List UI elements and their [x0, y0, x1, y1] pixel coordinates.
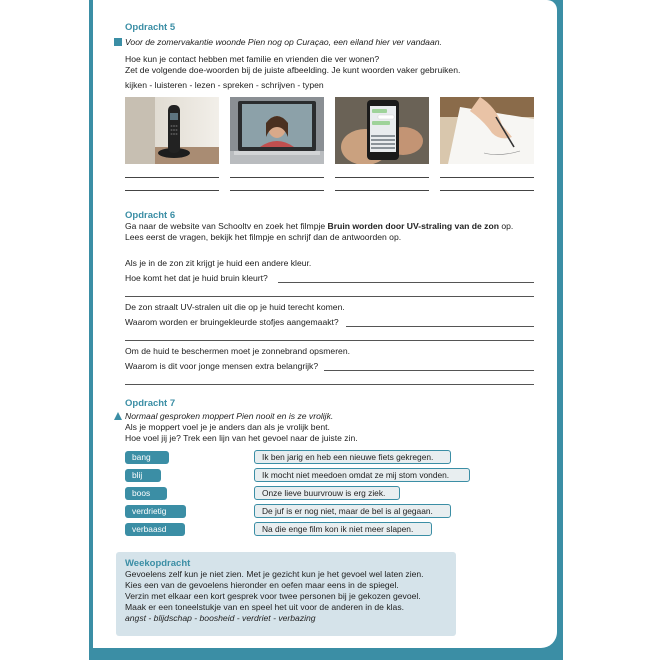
question-statement: Als je in de zon zit krijgt je huid een andere kleur.	[125, 258, 312, 268]
opdracht5-title: Opdracht 5	[125, 22, 176, 33]
answer-line[interactable]	[278, 282, 534, 283]
opdracht5-question-1: Hoe kun je contact hebben met familie en vrienden die ver wonen?	[125, 54, 380, 64]
sentence-3[interactable]: Onze lieve buurvrouw is erg ziek.	[254, 486, 400, 500]
opdracht7-line-1: Als je moppert voel je je anders dan als je vrolijk bent.	[125, 422, 330, 432]
writing-hand-image	[440, 97, 534, 164]
answer-line[interactable]	[125, 190, 219, 191]
sentence-2[interactable]: Ik mocht niet meedoen omdat ze mij stom vonden.	[254, 468, 470, 482]
answer-line[interactable]	[440, 190, 534, 191]
answer-line[interactable]	[230, 190, 324, 191]
triangle-level-icon	[114, 412, 122, 420]
square-level-icon	[114, 38, 122, 46]
video-title: Bruin worden door UV-straling van de zon	[327, 221, 499, 231]
opdracht5-intro: Voor de zomervakantie woonde Pien nog op Curaçao, een eiland hier ver vandaan.	[125, 37, 442, 47]
opdracht6-instruction-1: Ga naar de website van Schooltv en zoek het filmpje Bruin worden door UV-straling van de zon op.	[125, 221, 514, 231]
question-text: Hoe komt het dat je huid bruin kleurt?	[125, 273, 268, 283]
opdracht7-intro: Normaal gesproken moppert Pien nooit en is ze vrolijk.	[125, 411, 334, 421]
weekopdracht-feelings: angst - blijdschap - boosheid - verdriet - verbazing	[125, 613, 316, 623]
answer-line[interactable]	[335, 177, 429, 178]
question-statement: De zon straalt UV-stralen uit die op je huid terecht komen.	[125, 302, 345, 312]
answer-line[interactable]	[335, 190, 429, 191]
question-text: Waarom worden er bruingekleurde stofjes aangemaakt?	[125, 317, 339, 327]
cordless-phone-image	[125, 97, 219, 164]
answer-line[interactable]	[324, 370, 534, 371]
opdracht5-question-2: Zet de volgende doe-woorden bij de juiste afbeelding. Je kunt woorden vaker gebruiken.	[125, 65, 461, 75]
sentence-1[interactable]: Ik ben jarig en heb een nieuwe fiets gekregen.	[254, 450, 451, 464]
answer-line[interactable]	[440, 177, 534, 178]
answer-line[interactable]	[125, 296, 534, 297]
weekopdracht-line-4: Maak er een toneelstukje van en speel het uit voor de anderen in de klas.	[125, 602, 404, 612]
opdracht6-instruction-2: Lees eerst de vragen, bekijk het filmpje en schrijf dan de antwoorden op.	[125, 232, 402, 242]
feeling-bang[interactable]: bang	[125, 451, 169, 464]
answer-line[interactable]	[125, 384, 534, 385]
weekopdracht-line-1: Gevoelens zelf kun je niet zien. Met je gezicht kun je het gevoel wel laten zien.	[125, 569, 424, 579]
opdracht7-line-2: Hoe voel jij je? Trek een lijn van het gevoel naar de juiste zin.	[125, 433, 358, 443]
smartphone-chat-image	[335, 97, 429, 164]
feeling-boos[interactable]: boos	[125, 487, 167, 500]
feeling-verbaasd[interactable]: verbaasd	[125, 523, 185, 536]
answer-line[interactable]	[230, 177, 324, 178]
page-number: 9	[563, 651, 567, 658]
weekopdracht-line-2: Kies een van de gevoelens hieronder en oefen maar eens in de spiegel.	[125, 580, 399, 590]
feeling-blij[interactable]: blij	[125, 469, 161, 482]
question-text: Waarom is dit voor jonge mensen extra belangrijk?	[125, 361, 319, 371]
opdracht6-title: Opdracht 6	[125, 210, 176, 221]
feeling-verdrietig[interactable]: verdrietig	[125, 505, 186, 518]
sentence-5[interactable]: Na die enge film kon ik niet meer slapen.	[254, 522, 432, 536]
answer-line[interactable]	[125, 340, 534, 341]
question-statement: Om de huid te beschermen moet je zonnebrand opsmeren.	[125, 346, 350, 356]
video-call-laptop-image	[230, 97, 324, 164]
opdracht7-title: Opdracht 7	[125, 398, 176, 409]
weekopdracht-line-3: Verzin met elkaar een kort gesprek voor twee personen bij je gekozen gevoel.	[125, 591, 421, 601]
weekopdracht-title: Weekopdracht	[125, 558, 191, 569]
sentence-4[interactable]: De juf is er nog niet, maar de bel is al gegaan.	[254, 504, 451, 518]
answer-line[interactable]	[125, 177, 219, 178]
opdracht5-words: kijken - luisteren - lezen - spreken - schrijven - typen	[125, 80, 324, 90]
answer-line[interactable]	[346, 326, 534, 327]
